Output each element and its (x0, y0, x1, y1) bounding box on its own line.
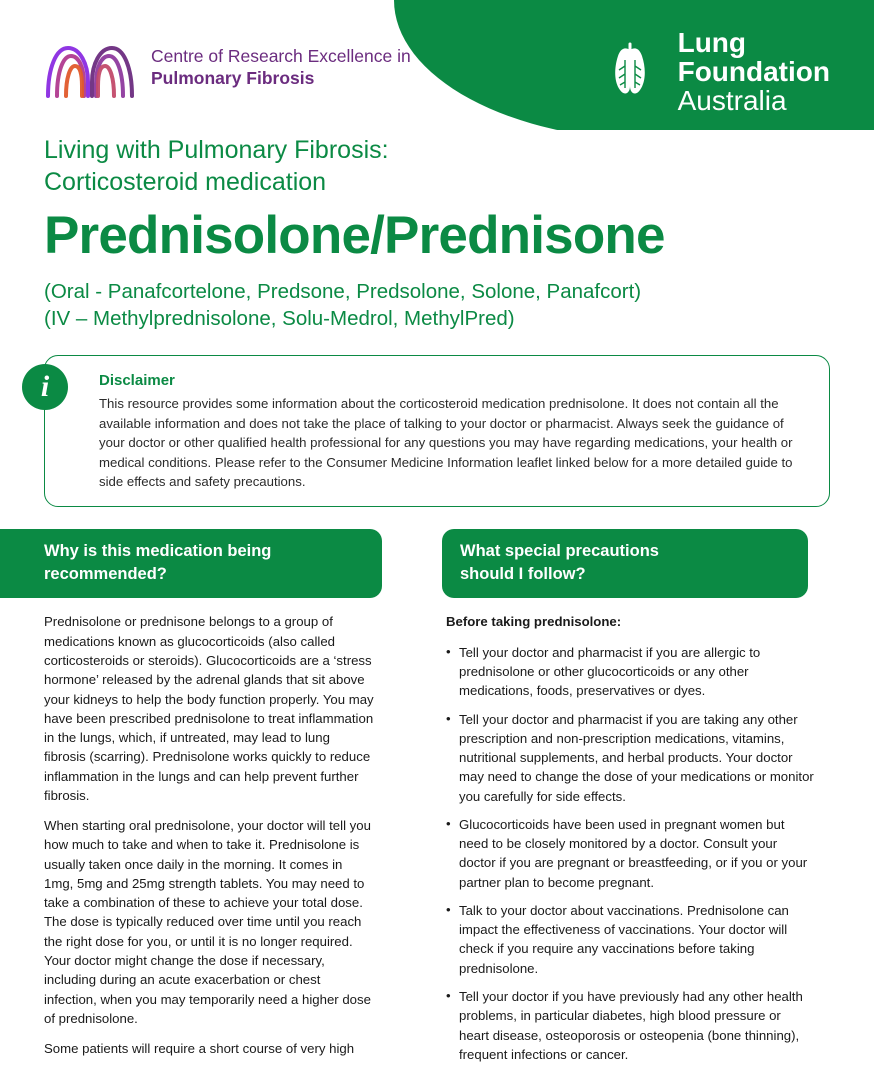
title-block (0, 130, 874, 333)
brand-names-iv: (IV – Methylprednisolone, Solu-Medrol, MethylPred) (44, 307, 515, 331)
column-right-heading (442, 529, 808, 599)
lung-foundation-logo (594, 28, 830, 115)
list-item: • Tell your doctor and pharmacist if you are taking any other prescription and non-prescription medications, vitamins, nutritional supplements, and herbal products. Your doctor may need to change the dose of your medications or monitor you carefully for side effects. (446, 710, 814, 806)
list-item: • Tell your doctor if you have previously had any other health problems, in particular diabetes, high blood pressure or heart disease, osteoporosis or osteopenia (bone thinning), frequent infections or cancer. (446, 987, 814, 1064)
disclaimer-box (40, 355, 830, 507)
document-subtitle-line2: Corticosteroid medication (44, 168, 327, 196)
paragraph: Prednisolone or prednisone belongs to a group of medications known as glucocorticoids (also called corticosteroids or steroids). Glucocorticoids are a ‘stress hormone’ released by the adrenal glands that sit above your kidneys to help the body function properly. You may have been prescribed prednisolone to treat inflammation in the lungs, which, if untreated, may lead to lung fibrosis (scarring). Prednisolone works quickly to reduce inflammation in the lungs and can help prevent further fibrosis. (44, 614, 374, 803)
document-subtitle-line1: Living with Pulmonary Fibrosis: (44, 136, 389, 164)
precautions-lead: Before taking prednisolone: (446, 614, 622, 630)
column-left-body (0, 598, 382, 1058)
column-left-heading (0, 529, 382, 599)
column-right-body (442, 598, 824, 1064)
page-title: Prednisolone/Prednisone (44, 206, 665, 265)
cre-lungs-icon (42, 38, 137, 98)
list-item: • Talk to your doctor about vaccinations. Prednisolone can impact the effectiveness of vaccinations. Your doctor will check if you require any vaccinations before taking prednisolone. (446, 901, 814, 978)
list-item: • Glucocorticoids have been used in pregnant women but need to be closely monitored by a doctor. Consult your doctor if you are pregnant or breastfeeding, or if you or your partner plan to become pregnant. (446, 815, 814, 892)
page-header (0, 0, 874, 130)
disclaimer-text: This resource provides some information about the corticosteroid medication prednisolone. It does not contain all the available information and does not take the place of talking to your doctor or pharmacist. Always seek the guidance of your doctor or other qualified health professional for any questions you may have regarding medications, your health or medical conditions. Please refer to the Consumer Medicine Information leaflet linked below for a more detailed guide to side effects and safety precautions. (99, 395, 793, 490)
lfa-logo-line1: Lung (677, 27, 747, 58)
column-why-recommended (0, 529, 382, 1073)
paragraph: When starting oral prednisolone, your doctor will tell you how much to take and when to take it. Prednisolone is usually taken once daily in the morning. It comes in 1mg, 5mg and 25mg strength tablets. You may need to take a combination of these to achieve your total dose. The dose is typically reduced over time until you reach the right dose for you, or until it is no longer required. Your doctor might change the dose if necessary, including during an acute exacerbation or chest infection, when you may temporarily need a higher dose of prednisolone. (44, 818, 371, 1026)
disclaimer-heading: Disclaimer (99, 371, 175, 389)
list-item: • Tell your doctor and pharmacist if you are allergic to prednisolone or other glucocorticoids or any other medications, foods, preservatives or dyes. (446, 643, 814, 701)
paragraph: Some patients will require a short course of very high (44, 1041, 355, 1057)
brand-names-oral: (Oral - Panafcortelone, Predsone, Predsolone, Solone, Panafcort) (44, 279, 642, 303)
cre-logo-line1: Centre of Research Excellence in (151, 46, 411, 67)
precautions-list (446, 643, 814, 1064)
brand-names (44, 278, 830, 333)
document-subtitle (44, 134, 830, 198)
cre-logo (42, 38, 411, 98)
column-right-heading-line2: should I follow? (460, 565, 586, 584)
column-right-heading-line1: What special precautions (460, 541, 659, 560)
cre-logo-line2: Pulmonary Fibrosis (151, 68, 315, 88)
lfa-logo-line2: Foundation (677, 56, 830, 88)
lfa-lungs-icon (594, 36, 666, 108)
column-left-heading-line2: recommended? (44, 565, 167, 584)
column-special-precautions (442, 529, 824, 1073)
content-columns (0, 529, 874, 1073)
info-icon: i (22, 364, 68, 410)
column-left-heading-line1: Why is this medication being (44, 541, 272, 560)
lfa-logo-line3: Australia (677, 85, 787, 117)
